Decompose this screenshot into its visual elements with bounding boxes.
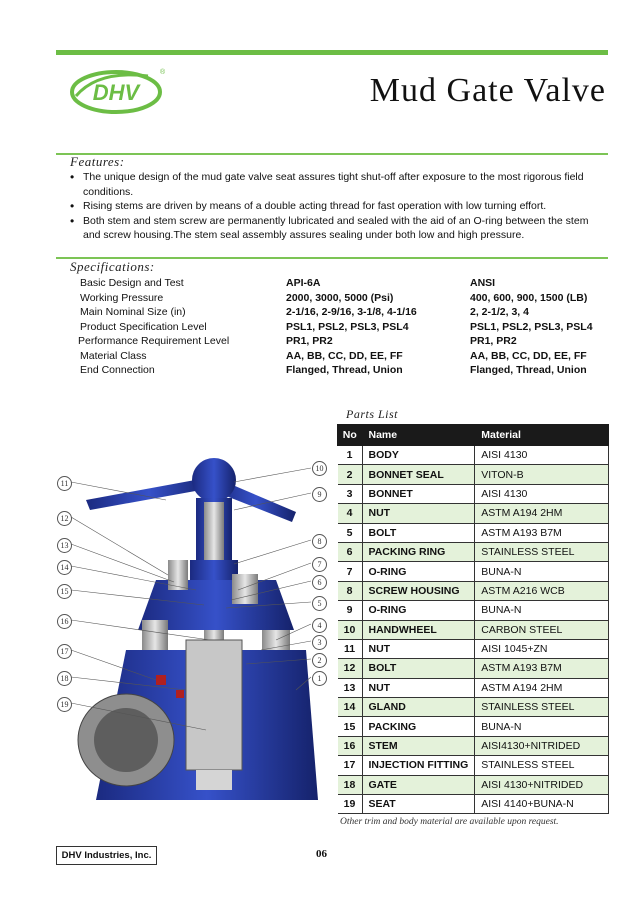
- svg-text:®: ®: [160, 69, 166, 76]
- column-header-material: Material: [475, 425, 609, 446]
- table-row: [338, 523, 609, 542]
- part-material: ASTM A194 2HM: [475, 504, 609, 523]
- part-name: SCREW HOUSING: [362, 581, 475, 600]
- parts-note: Other trim and body material are available upon request.: [340, 817, 559, 827]
- spec-api-value: 2000, 3000, 5000 (Psi): [286, 292, 394, 304]
- features-heading: Features:: [70, 154, 125, 169]
- callout-marker: 18: [57, 671, 72, 686]
- table-row: [338, 775, 609, 794]
- part-name: BOLT: [362, 523, 475, 542]
- table-row: [338, 659, 609, 678]
- table-row: [338, 504, 609, 523]
- part-number: 18: [338, 775, 363, 794]
- table-row: [338, 484, 609, 503]
- part-name: PACKING: [362, 717, 475, 736]
- part-name: SEAT: [362, 795, 475, 814]
- spec-api-value: PR1, PR2: [286, 335, 333, 347]
- spec-api-value: AA, BB, CC, DD, EE, FF: [286, 350, 403, 362]
- part-number: 10: [338, 620, 363, 639]
- part-number: 9: [338, 601, 363, 620]
- spec-ansi-value: 2, 2-1/2, 3, 4: [470, 306, 529, 318]
- spec-label: Basic Design and Test: [80, 277, 184, 289]
- company-name: DHV Industries, Inc.: [56, 846, 157, 865]
- spec-ansi-value: ANSI: [470, 277, 496, 289]
- svg-text:DHV: DHV: [92, 80, 140, 105]
- part-number: 12: [338, 659, 363, 678]
- callout-marker: 1: [312, 671, 327, 686]
- part-name: O-RING: [362, 601, 475, 620]
- parts-list-heading: Parts List: [346, 407, 399, 421]
- feature-item: • The unique design of the mud gate valve seat assures tight shut-off after exposure to the most rigorous field conditions.: [66, 170, 606, 199]
- part-number: 2: [338, 465, 363, 484]
- table-row: [338, 601, 609, 620]
- callout-marker: 5: [312, 596, 327, 611]
- table-row: [338, 542, 609, 561]
- callout-marker: 2: [312, 653, 327, 668]
- part-number: 16: [338, 736, 363, 755]
- part-material: BUNA-N: [475, 601, 609, 620]
- spec-label: Material Class: [80, 350, 147, 362]
- spec-label: Product Specification Level: [80, 321, 207, 333]
- callout-marker: 8: [312, 534, 327, 549]
- part-number: 7: [338, 562, 363, 581]
- part-number: 11: [338, 639, 363, 658]
- table-row: [338, 756, 609, 775]
- spec-ansi-value: PR1, PR2: [470, 335, 517, 347]
- table-row: [338, 562, 609, 581]
- part-material: AISI4130+NITRIDED: [475, 736, 609, 755]
- part-material: ASTM A193 B7M: [475, 523, 609, 542]
- table-row: [338, 581, 609, 600]
- callout-marker: 3: [312, 635, 327, 650]
- part-material: AISI 1045+ZN: [475, 639, 609, 658]
- table-row: [338, 620, 609, 639]
- part-name: HANDWHEEL: [362, 620, 475, 639]
- table-header-row: [338, 425, 609, 446]
- spec-ansi-value: PSL1, PSL2, PSL3, PSL4: [470, 321, 593, 333]
- part-number: 13: [338, 678, 363, 697]
- part-name: GLAND: [362, 698, 475, 717]
- table-row: [338, 795, 609, 814]
- part-material: ASTM A193 B7M: [475, 659, 609, 678]
- callout-marker: 13: [57, 538, 72, 553]
- part-number: 17: [338, 756, 363, 775]
- part-material: STAINLESS STEEL: [475, 542, 609, 561]
- part-number: 5: [338, 523, 363, 542]
- part-number: 8: [338, 581, 363, 600]
- part-material: ASTM A216 WCB: [475, 581, 609, 600]
- callout-marker: 10: [312, 461, 327, 476]
- callout-marker: 12: [57, 511, 72, 526]
- features-list: [66, 170, 606, 243]
- title-underline: [56, 153, 608, 155]
- part-material: AISI 4130: [475, 484, 609, 503]
- callout-marker: 15: [57, 584, 72, 599]
- spec-label: End Connection: [80, 364, 155, 376]
- part-number: 3: [338, 484, 363, 503]
- table-row: [338, 639, 609, 658]
- table-row: [338, 465, 609, 484]
- spec-api-value: PSL1, PSL2, PSL3, PSL4: [286, 321, 409, 333]
- part-number: 1: [338, 446, 363, 465]
- part-number: 19: [338, 795, 363, 814]
- part-material: STAINLESS STEEL: [475, 756, 609, 775]
- spec-api-value: API-6A: [286, 277, 321, 289]
- part-number: 4: [338, 504, 363, 523]
- callout-marker: 17: [57, 644, 72, 659]
- part-name: O-RING: [362, 562, 475, 581]
- part-material: ASTM A194 2HM: [475, 678, 609, 697]
- spec-label: Working Pressure: [80, 292, 164, 304]
- part-name: STEM: [362, 736, 475, 755]
- callout-marker: 19: [57, 697, 72, 712]
- part-name: BONNET SEAL: [362, 465, 475, 484]
- callout-marker: 7: [312, 557, 327, 572]
- callout-marker: 14: [57, 560, 72, 575]
- part-name: PACKING RING: [362, 542, 475, 561]
- part-number: 6: [338, 542, 363, 561]
- spec-ansi-value: Flanged, Thread, Union: [470, 364, 587, 376]
- part-name: NUT: [362, 678, 475, 697]
- parts-list-table: [337, 424, 609, 814]
- part-name: BOLT: [362, 659, 475, 678]
- table-row: [338, 698, 609, 717]
- specifications-heading: Specifications:: [70, 259, 155, 274]
- part-name: BODY: [362, 446, 475, 465]
- part-number: 15: [338, 717, 363, 736]
- callout-marker: 4: [312, 618, 327, 633]
- feature-item: • Rising stems are driven by means of a double acting thread for fast operation with low turning effort.: [66, 199, 606, 214]
- callout-marker: 6: [312, 575, 327, 590]
- part-material: STAINLESS STEEL: [475, 698, 609, 717]
- spec-ansi-value: AA, BB, CC, DD, EE, FF: [470, 350, 587, 362]
- part-material: AISI 4130: [475, 446, 609, 465]
- page-title: Mud Gate Valve: [369, 72, 606, 109]
- table-row: [338, 678, 609, 697]
- part-material: VITON-B: [475, 465, 609, 484]
- table-row: [338, 717, 609, 736]
- column-header-name: Name: [362, 425, 475, 446]
- valve-cutaway-diagram: [56, 440, 336, 810]
- callout-marker: 9: [312, 487, 327, 502]
- part-material: BUNA-N: [475, 717, 609, 736]
- table-row: [338, 736, 609, 755]
- part-material: AISI 4140+BUNA-N: [475, 795, 609, 814]
- part-number: 14: [338, 698, 363, 717]
- column-header-no: No: [338, 425, 363, 446]
- table-row: [338, 446, 609, 465]
- part-material: BUNA-N: [475, 562, 609, 581]
- page-number: 06: [316, 848, 327, 860]
- spec-label: Performance Requirement Level: [78, 335, 230, 347]
- spec-label: Main Nominal Size (in): [80, 306, 186, 318]
- part-material: CARBON STEEL: [475, 620, 609, 639]
- part-name: INJECTION FITTING: [362, 756, 475, 775]
- part-name: BONNET: [362, 484, 475, 503]
- header-bar: [56, 50, 608, 55]
- spec-api-value: 2-1/16, 2-9/16, 3-1/8, 4-1/16: [286, 306, 417, 318]
- part-name: NUT: [362, 504, 475, 523]
- spec-api-value: Flanged, Thread, Union: [286, 364, 403, 376]
- part-name: GATE: [362, 775, 475, 794]
- dhv-logo: [68, 62, 168, 118]
- spec-ansi-value: 400, 600, 900, 1500 (LB): [470, 292, 588, 304]
- callout-marker: 16: [57, 614, 72, 629]
- callout-marker: 11: [57, 476, 72, 491]
- part-name: NUT: [362, 639, 475, 658]
- part-material: AISI 4130+NITRIDED: [475, 775, 609, 794]
- feature-item: • Both stem and stem screw are permanently lubricated and sealed with the aid of an O-ring between the stem and screw housing.The stem seal assembly assures sealing under both low and high pressure.: [66, 214, 606, 243]
